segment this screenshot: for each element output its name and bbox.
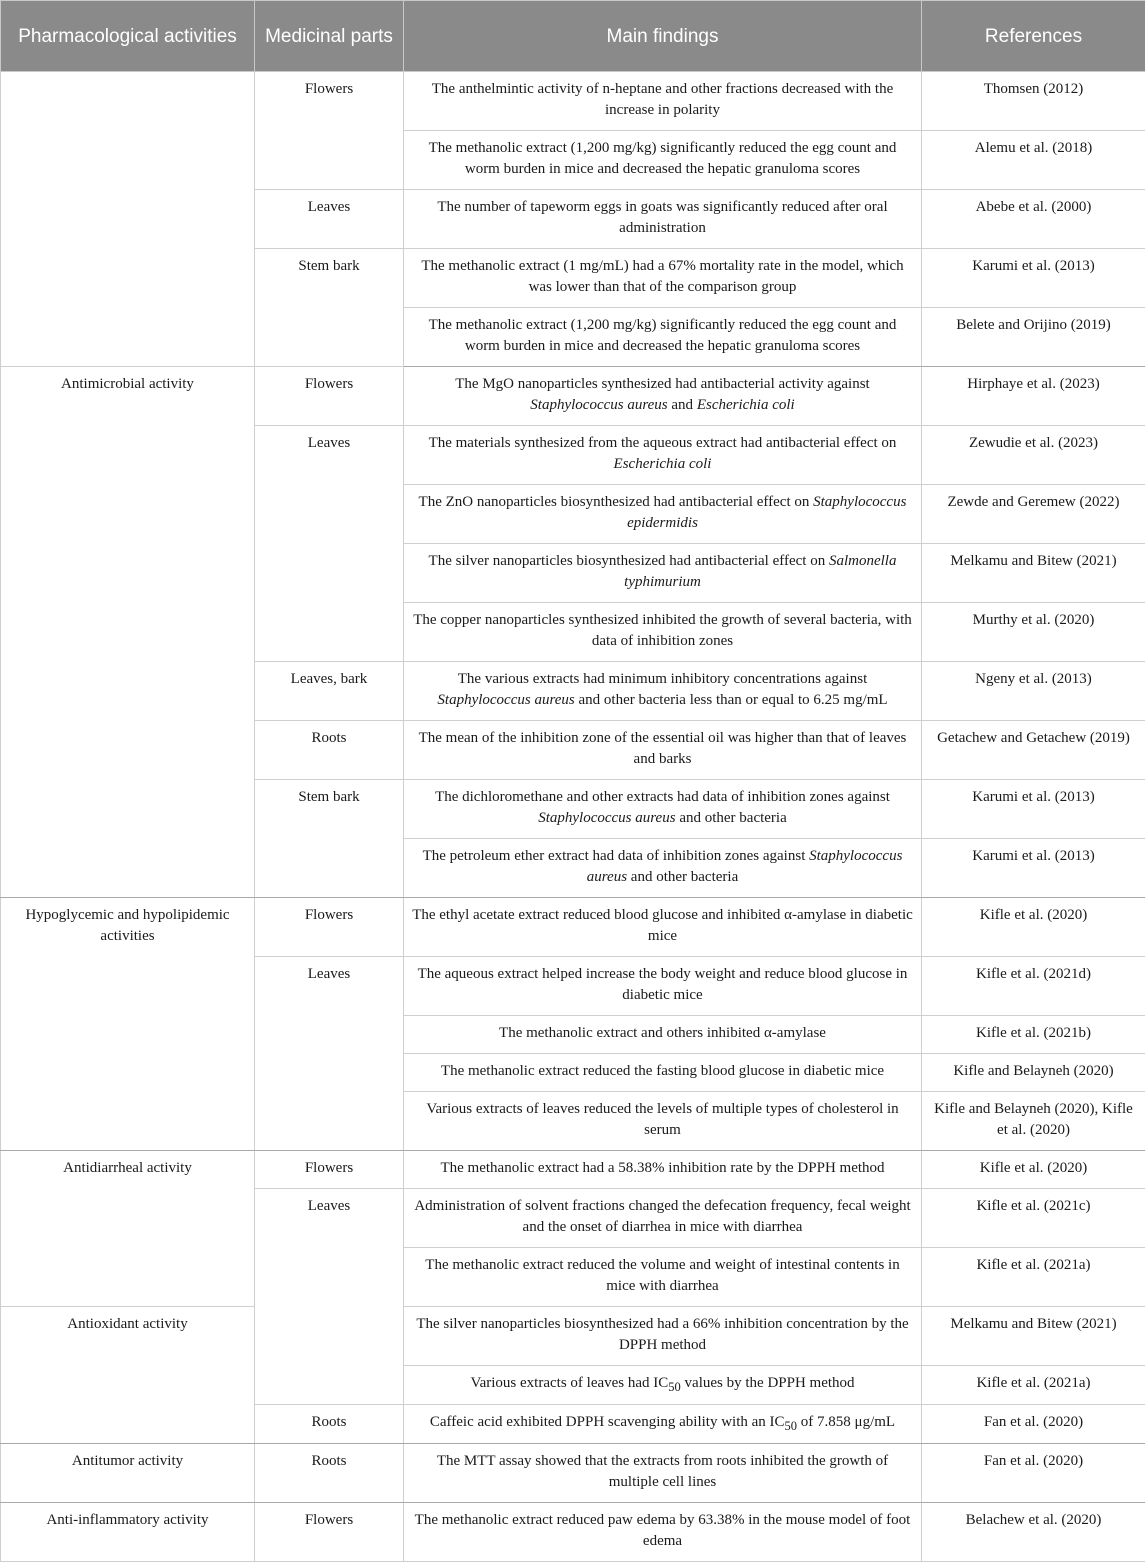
activity-cell: Antioxidant activity	[1, 1307, 255, 1444]
reference-cell: Kifle et al. (2021b)	[922, 1016, 1145, 1054]
finding-cell: The various extracts had minimum inhibitory concentrations against Staphylococcus aureus and other bacteria less than or equal to 6.25 mg/mL	[404, 662, 922, 721]
reference-cell: Kifle et al. (2021d)	[922, 957, 1145, 1016]
part-cell: Stem bark	[255, 249, 404, 367]
part-cell: Flowers	[255, 367, 404, 426]
finding-cell: The methanolic extract and others inhibited α-amylase	[404, 1016, 922, 1054]
table-row	[1, 367, 1145, 426]
table-row	[1, 1151, 1145, 1189]
reference-cell: Melkamu and Bitew (2021)	[922, 544, 1145, 603]
part-cell: Flowers	[255, 72, 404, 190]
header-row	[1, 1, 1145, 72]
reference-cell: Ngeny et al. (2013)	[922, 662, 1145, 721]
finding-cell: The methanolic extract (1,200 mg/kg) significantly reduced the egg count and worm burden in mice and decreased the hepatic granuloma scores	[404, 131, 922, 190]
part-cell: Leaves, bark	[255, 662, 404, 721]
reference-cell: Kifle et al. (2020)	[922, 898, 1145, 957]
activity-cell: Antitumor activity	[1, 1444, 255, 1503]
finding-cell: The methanolic extract reduced the volume and weight of intestinal contents in mice with diarrhea	[404, 1248, 922, 1307]
reference-cell: Fan et al. (2020)	[922, 1444, 1145, 1503]
part-cell: Leaves	[255, 1189, 404, 1405]
table-row	[1, 1444, 1145, 1503]
part-cell: Stem bark	[255, 780, 404, 898]
finding-cell: The ethyl acetate extract reduced blood glucose and inhibited α-amylase in diabetic mice	[404, 898, 922, 957]
part-cell: Flowers	[255, 1151, 404, 1189]
header-findings: Main findings	[404, 1, 922, 72]
finding-cell: The methanolic extract reduced paw edema by 63.38% in the mouse model of foot edema	[404, 1503, 922, 1562]
activity-cell: Anti-inflammatory activity	[1, 1503, 255, 1562]
part-cell: Roots	[255, 721, 404, 780]
part-cell: Roots	[255, 1444, 404, 1503]
reference-cell: Kifle and Belayneh (2020), Kifle et al. (2020)	[922, 1092, 1145, 1151]
finding-cell: The ZnO nanoparticles biosynthesized had antibacterial effect on Staphylococcus epidermidis	[404, 485, 922, 544]
reference-cell: Kifle and Belayneh (2020)	[922, 1054, 1145, 1092]
finding-cell: Administration of solvent fractions changed the defecation frequency, fecal weight and the onset of diarrhea in mice with diarrhea	[404, 1189, 922, 1248]
activity-cell: Antimicrobial activity	[1, 367, 255, 898]
reference-cell: Thomsen (2012)	[922, 72, 1145, 131]
table-row	[1, 1503, 1145, 1562]
finding-cell: The aqueous extract helped increase the body weight and reduce blood glucose in diabetic mice	[404, 957, 922, 1016]
header-references: References	[922, 1, 1145, 72]
part-cell: Flowers	[255, 1503, 404, 1562]
reference-cell: Belachew et al. (2020)	[922, 1503, 1145, 1562]
activity-cell-blank	[1, 72, 255, 367]
reference-cell: Abebe et al. (2000)	[922, 190, 1145, 249]
reference-cell: Kifle et al. (2021a)	[922, 1248, 1145, 1307]
finding-cell: The anthelmintic activity of n-heptane and other fractions decreased with the increase in polarity	[404, 72, 922, 131]
finding-cell: Various extracts of leaves reduced the levels of multiple types of cholesterol in serum	[404, 1092, 922, 1151]
reference-cell: Karumi et al. (2013)	[922, 780, 1145, 839]
activity-cell: Antidiarrheal activity	[1, 1151, 255, 1307]
reference-cell: Karumi et al. (2013)	[922, 839, 1145, 898]
table-row	[1, 1307, 1145, 1366]
reference-cell: Belete and Orijino (2019)	[922, 308, 1145, 367]
reference-cell: Alemu et al. (2018)	[922, 131, 1145, 190]
part-cell: Leaves	[255, 190, 404, 249]
finding-cell: The methanolic extract (1,200 mg/kg) significantly reduced the egg count and worm burden in mice and decreased the hepatic granuloma scores	[404, 308, 922, 367]
finding-cell: The methanolic extract (1 mg/mL) had a 67% mortality rate in the model, which was lower than that of the comparison group	[404, 249, 922, 308]
part-cell: Flowers	[255, 898, 404, 957]
header-activities: Pharmacological activities	[1, 1, 255, 72]
finding-cell: Caffeic acid exhibited DPPH scavenging ability with an $IC_{50}$ of 7.858 μg/mL	[404, 1405, 922, 1444]
finding-cell: The number of tapeworm eggs in goats was significantly reduced after oral administration	[404, 190, 922, 249]
reference-cell: Zewudie et al. (2023)	[922, 426, 1145, 485]
reference-cell: Kifle et al. (2021c)	[922, 1189, 1145, 1248]
reference-cell: Hirphaye et al. (2023)	[922, 367, 1145, 426]
header-parts: Medicinal parts	[255, 1, 404, 72]
finding-cell: The MTT assay showed that the extracts from roots inhibited the growth of multiple cell lines	[404, 1444, 922, 1503]
finding-cell: Various extracts of leaves had $IC_{50}$ values by the DPPH method	[404, 1366, 922, 1405]
table-row	[1, 72, 1145, 131]
finding-cell: The silver nanoparticles biosynthesized had a 66% inhibition concentration by the DPPH method	[404, 1307, 922, 1366]
reference-cell: Karumi et al. (2013)	[922, 249, 1145, 308]
finding-cell: The methanolic extract reduced the fasting blood glucose in diabetic mice	[404, 1054, 922, 1092]
part-cell: Leaves	[255, 426, 404, 662]
finding-cell: The materials synthesized from the aqueous extract had antibacterial effect on Escherichia coli	[404, 426, 922, 485]
reference-cell: Zewde and Geremew (2022)	[922, 485, 1145, 544]
table-row	[1, 898, 1145, 957]
finding-cell: The silver nanoparticles biosynthesized had antibacterial effect on Salmonella typhimurium	[404, 544, 922, 603]
reference-cell: Fan et al. (2020)	[922, 1405, 1145, 1444]
finding-cell: The copper nanoparticles synthesized inhibited the growth of several bacteria, with data of inhibition zones	[404, 603, 922, 662]
finding-cell: The methanolic extract had a 58.38% inhibition rate by the DPPH method	[404, 1151, 922, 1189]
reference-cell: Murthy et al. (2020)	[922, 603, 1145, 662]
finding-cell: The mean of the inhibition zone of the essential oil was higher than that of leaves and barks	[404, 721, 922, 780]
finding-cell: The MgO nanoparticles synthesized had antibacterial activity against Staphylococcus aureus and Escherichia coli	[404, 367, 922, 426]
reference-cell: Getachew and Getachew (2019)	[922, 721, 1145, 780]
part-cell: Roots	[255, 1405, 404, 1444]
part-cell: Leaves	[255, 957, 404, 1151]
reference-cell: Kifle et al. (2021a)	[922, 1366, 1145, 1405]
finding-cell: The dichloromethane and other extracts had data of inhibition zones against Staphylococcus aureus and other bacteria	[404, 780, 922, 839]
reference-cell: Kifle et al. (2020)	[922, 1151, 1145, 1189]
activity-cell: Hypoglycemic and hypolipidemic activities	[1, 898, 255, 1151]
reference-cell: Melkamu and Bitew (2021)	[922, 1307, 1145, 1366]
finding-cell: The petroleum ether extract had data of inhibition zones against Staphylococcus aureus and other bacteria	[404, 839, 922, 898]
